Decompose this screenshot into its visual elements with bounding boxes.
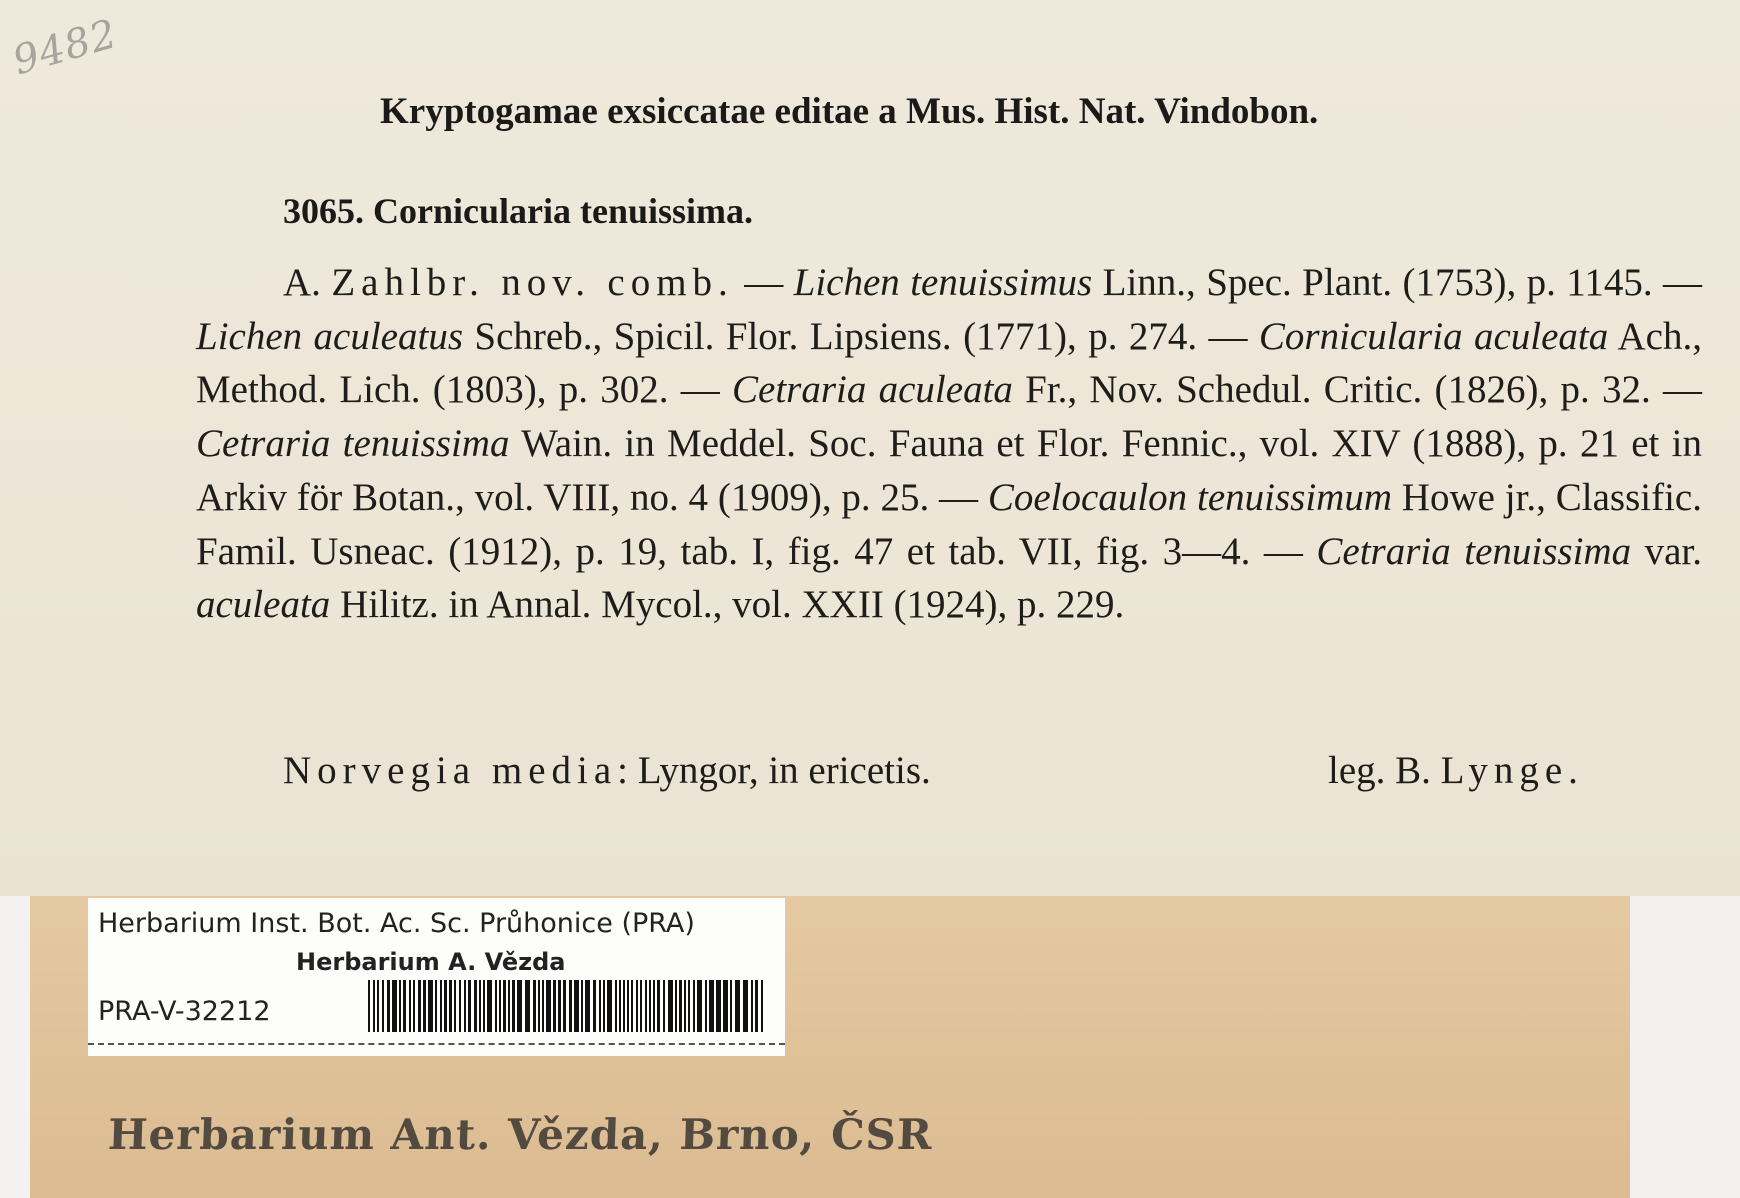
locality-detail: : Lyngor, in ericetis. [617,749,931,792]
barcode-bar [627,980,629,1032]
barcode-bar [623,980,625,1032]
synonym-name: Lichen aculeatus [196,314,464,358]
barcode-bar [377,980,379,1032]
barcode-bar [459,980,461,1032]
barcode-bar [423,980,426,1032]
barcode-bar [679,980,682,1032]
barcode-bar [730,980,732,1032]
barcode-bar [435,980,437,1032]
synonym-name: Lichen tenuissimus [793,261,1093,304]
specimen-id: PRA-V-32212 [98,996,271,1027]
citation: Schreb., Spicil. Flor. Lipsiens. (1771), p. 274. — [463,314,1259,358]
barcode-bar [569,980,572,1032]
barcode-bar [607,980,612,1032]
barcode-bar [581,980,583,1032]
series-header: Kryptogamae exsiccatae editae a Mus. Hist. Nat. Vindobon. [380,91,1319,132]
synonymy-paragraph [196,256,1702,632]
barcode-bar [563,980,566,1032]
herbarium-name: Herbarium A. Vězda [296,948,566,976]
barcode-bar [368,980,370,1032]
barcode-bar [392,980,397,1032]
barcode-bar [428,980,433,1032]
barcode-bar [403,980,406,1032]
citation: Wain. in Meddel. Soc. Fauna et Flor. Fennic., vol. XIV (1888), p. 21 et in Arkiv för Botan., vol. VIII, no. 4 (1909), p. 25. — [196,422,1703,519]
barcode-bar [487,980,492,1032]
barcode-bar [512,980,515,1032]
barcode-bar [603,980,605,1032]
barcode-bar [735,980,740,1032]
barcode-bar [599,980,601,1032]
citation: Ach., Method. Lich. (1803), p. 302. — [196,314,1702,412]
barcode-bar [716,980,721,1032]
barcode-bar [479,980,481,1032]
synonym-name: Cornicularia aculeata [1258,314,1609,358]
barcode-bar [538,980,540,1032]
barcode-bar [636,980,638,1032]
barcode-bar [533,980,536,1032]
barcode-bar [631,980,633,1032]
barcode-bar [663,980,665,1032]
barcode-bar [444,980,447,1032]
barcode-bar [373,980,375,1032]
barcode-bar [684,980,686,1032]
barcode-bar [464,980,466,1032]
barcode-bar [558,980,561,1032]
collector-prefix: leg. B. [1328,749,1441,792]
barcode-bar [517,980,522,1032]
text-segment: var. [1631,529,1702,573]
barcode-bar [697,980,702,1032]
barcode-bar [409,980,411,1032]
barcode-bar [649,980,651,1032]
barcode-bar [574,980,579,1032]
barcode-bar [454,980,456,1032]
citation: Fr., Nov. Schedul. Critic. (1826), p. 32. — [1012,368,1702,412]
barcode-bar [418,980,421,1032]
barcode-bar [640,980,642,1032]
barcode-bar [553,980,556,1032]
barcode-bar [382,980,384,1032]
barcode-bar [653,980,655,1032]
handwritten-number: 9482 [8,10,123,85]
barcode-bar [688,980,690,1032]
barcode-bar [440,980,442,1032]
barcode-bar [619,980,621,1032]
barcode-bar [585,980,590,1032]
barcode-bar [645,980,647,1032]
barcode-bar [508,980,510,1032]
barcode-bar [668,980,673,1032]
herbarium-stamp: Herbarium Ant. Vězda, Brno, ČSR [107,1110,934,1159]
background-strip-left [0,896,30,1198]
synonym-name: aculeata [196,583,331,627]
barcode-bar [495,980,497,1032]
barcode [366,980,766,1032]
collector-line [1328,748,1584,793]
barcode-bar [542,980,544,1032]
barcode-bar [399,980,401,1032]
barcode-bar [709,980,714,1032]
synonym-name: Cetraria tenuissima [1316,529,1632,573]
cut-line [88,1043,785,1045]
barcode-bar [723,980,728,1032]
barcode-bar [705,980,707,1032]
synonym-name: Cetraria aculeata [732,368,1013,412]
barcode-bar [615,980,617,1032]
barcode-bar [751,980,753,1032]
background-strip-right [1630,896,1740,1198]
institution-name: Herbarium Inst. Bot. Ac. Sc. Průhonice (PRA) [98,908,695,939]
citation: Hilitz. in Annal. Mycol., vol. XXII (1924), p. 229. [330,583,1125,627]
barcode-bar [525,980,530,1032]
barcode-bar [693,980,695,1032]
author-combination: Zahlbr. nov. comb. [331,261,734,304]
text-segment: A. [283,261,332,304]
barcode-bar [387,980,390,1032]
species-title: 3065. Cornicularia tenuissima. [283,191,754,231]
locality-region: Norvegia media [283,749,618,792]
collector-name: Lynge. [1440,749,1584,792]
barcode-bar [413,980,415,1032]
citation: Howe jr., Classific. Famil. Usneac. (1912), p. 19, tab. I, fig. 47 et tab. VII, fig. 3—4. — [196,475,1702,573]
barcode-bar [593,980,596,1032]
barcode-bar [483,980,485,1032]
barcode-bar [449,980,452,1032]
locality-line [283,748,1663,793]
text-segment: — [733,261,794,304]
barcode-bar [468,980,471,1032]
barcode-bar [675,980,677,1032]
barcode-bar [499,980,501,1032]
barcode-bar [761,980,763,1032]
synonym-name: Coelocaulon tenuissimum [987,475,1392,519]
citation: Linn., Spec. Plant. (1753), p. 1145. — [1092,261,1702,304]
barcode-bar [474,980,477,1032]
barcode-sticker [88,898,785,1056]
synonym-name: Cetraria tenuissima [196,422,510,466]
barcode-bar [546,980,551,1032]
barcode-bar [657,980,660,1032]
barcode-bar [743,980,748,1032]
barcode-bar [755,980,758,1032]
barcode-bar [503,980,506,1032]
